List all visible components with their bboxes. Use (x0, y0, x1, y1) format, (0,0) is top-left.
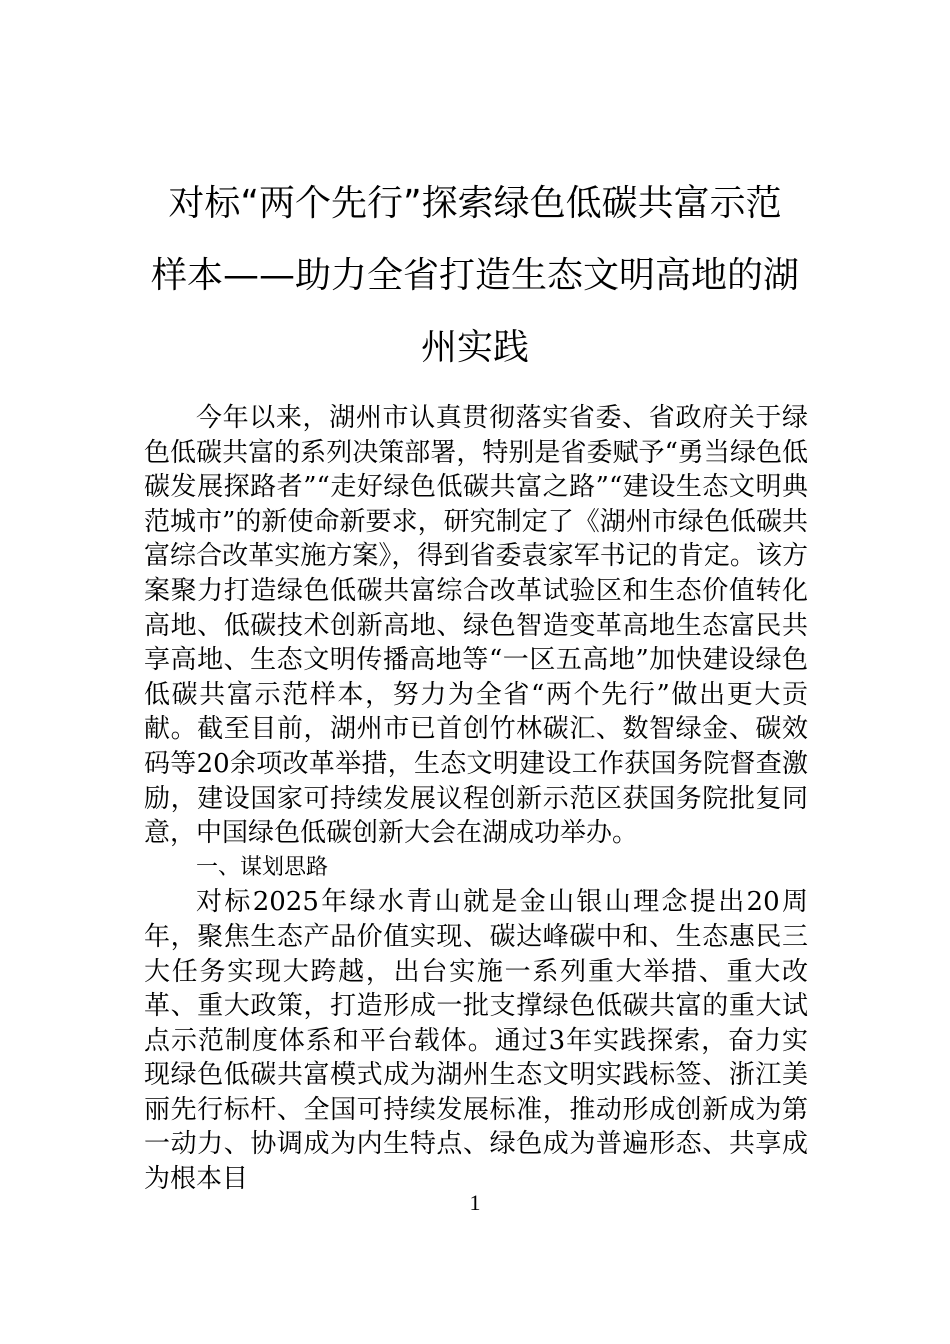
title-line-3: 州实践 (420, 327, 529, 368)
document-body (144, 401, 808, 1197)
section-heading: 一、谋划思路 (196, 854, 329, 880)
title-line-2: 样本——助力全省打造生态文明高地的湖 (150, 255, 799, 296)
page-number: 1 (469, 1190, 481, 1215)
body-paragraph-1: 今年以来，湖州市认真贯彻落实省委、省政府关于绿色低碳共富的系列决策部署，特别是省委赋予“勇当绿色低碳发展探路者”“走好绿色低碳共富之路”“建设生态文明典范城市”的新使命新要求，研究制定了《湖州市绿色低碳共富综合改革实施方案》，得到省委袁家军书记的肯定。该方案聚力打造绿色低碳共富综合改革试验区和生态价值转化高地、低碳技术创新高地、绿色智造变革高地生态富民共享高地、生态文明传播高地等“一区五高地”加快建设绿色低碳共富示范样本，努力为全省“两个先行”做出更大贡献。截至目前，湖州市已首创竹林碳汇、数智绿金、碳效码等20余项改革举措，生态文明建设工作获国务院督查激励，建设国家可持续发展议程创新示范区获国务院批复同意，中国绿色低碳创新大会在湖成功举办。 (144, 403, 808, 849)
title-line-1: 对标“两个先行”探索绿色低碳共富示范 (168, 183, 782, 224)
body-paragraph-2: 对标2025年绿水青山就是金山银山理念提出20周年，聚焦生态产品价值实现、碳达峰碳中和、生态惠民三大任务实现大跨越，出台实施一系列重大举措、重大改革、重大政策，打造形成一批支撑绿色低碳共富的重大试点示范制度体系和平台载体。通过3年实践探索，奋力实现绿色低碳共富模式成为湖州生态文明实践标签、浙江美丽先行标杆、全国可持续发展标准，推动形成创新成为第一动力、协调成为内生特点、绿色成为普遍形态、共享成为根本目 (144, 887, 808, 1195)
document-title (120, 168, 830, 384)
